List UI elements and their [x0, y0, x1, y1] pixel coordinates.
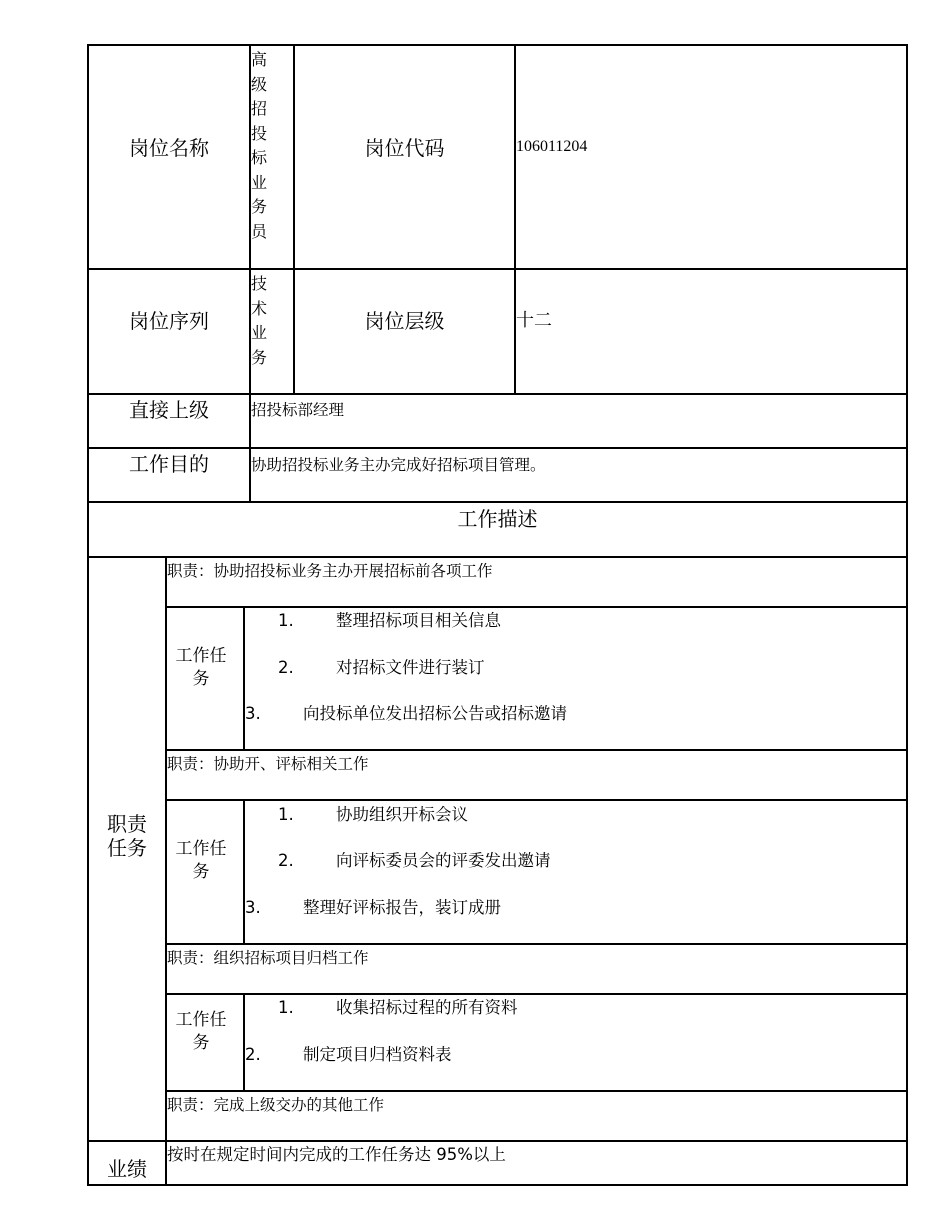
- task-number: 2.: [245, 1045, 261, 1064]
- divider: [243, 799, 245, 944]
- description-header: 工作描述: [457, 507, 538, 531]
- divider: [165, 943, 908, 945]
- task-label: 工作任务: [175, 1010, 227, 1053]
- duties-label: 职责任务: [107, 812, 147, 860]
- divider: [87, 501, 908, 503]
- task-number: 1.: [278, 611, 294, 630]
- superior-value: 招投标部经理: [251, 401, 345, 419]
- task-number: 1.: [278, 998, 294, 1017]
- table-border-right: [906, 44, 908, 1186]
- table-border-left: [87, 44, 89, 1186]
- task-text: 向投标单位发出招标公告或招标邀请: [303, 704, 567, 723]
- task-text: 整理好评标报告，装订成册: [303, 898, 501, 917]
- task-text: 收集招标过程的所有资料: [336, 998, 518, 1017]
- position-level-label: 岗位层级: [364, 309, 445, 333]
- divider: [293, 44, 295, 394]
- table-border-bottom: [87, 1184, 908, 1186]
- divider: [165, 993, 908, 995]
- task-text: 对招标文件进行装订: [336, 658, 485, 677]
- purpose-value: 协助招投标业务主办完成好招标项目管理。: [251, 456, 546, 474]
- position-level-value: 十二: [516, 310, 552, 331]
- task-number: 2.: [278, 658, 294, 677]
- task-text: 协助组织开标会议: [336, 805, 468, 824]
- position-series-value: 技术业务: [251, 274, 268, 367]
- duty-title: 职责：组织招标项目归档工作: [167, 949, 369, 967]
- task-label: 工作任务: [175, 646, 227, 689]
- task-number: 1.: [278, 805, 294, 824]
- duty-title: 职责：完成上级交办的其他工作: [167, 1096, 385, 1114]
- task-number: 2.: [278, 851, 294, 870]
- task-text: 制定项目归档资料表: [303, 1045, 452, 1064]
- divider: [87, 268, 908, 270]
- position-code-label: 岗位代码: [364, 136, 445, 160]
- performance-value: 按时在规定时间内完成的工作任务达 95%以上: [167, 1145, 506, 1164]
- divider: [243, 606, 245, 750]
- duty-title: 职责：协助招投标业务主办开展招标前各项工作: [167, 562, 493, 580]
- purpose-label: 工作目的: [129, 452, 209, 476]
- performance-label: 业绩: [107, 1157, 147, 1181]
- superior-label: 直接上级: [129, 398, 209, 422]
- divider: [87, 1140, 908, 1142]
- position-code-value: 106011204: [516, 138, 588, 155]
- divider: [87, 447, 908, 449]
- task-number: 3.: [245, 898, 261, 917]
- position-name-value: 高级招投标业务员: [251, 50, 268, 241]
- position-name-label: 岗位名称: [129, 136, 209, 160]
- duty-title: 职责：协助开、评标相关工作: [167, 755, 369, 773]
- task-label: 工作任务: [175, 839, 227, 882]
- divider: [165, 749, 908, 751]
- divider: [243, 993, 245, 1091]
- task-text: 向评标委员会的评委发出邀请: [336, 851, 551, 870]
- divider: [165, 1090, 908, 1092]
- task-text: 整理招标项目相关信息: [336, 611, 501, 630]
- divider: [514, 44, 516, 394]
- divider: [165, 799, 908, 801]
- position-series-label: 岗位序列: [129, 309, 209, 333]
- divider: [87, 393, 908, 395]
- task-number: 3.: [245, 704, 261, 723]
- table-border-top: [87, 44, 908, 46]
- divider: [165, 606, 908, 608]
- divider: [87, 556, 908, 558]
